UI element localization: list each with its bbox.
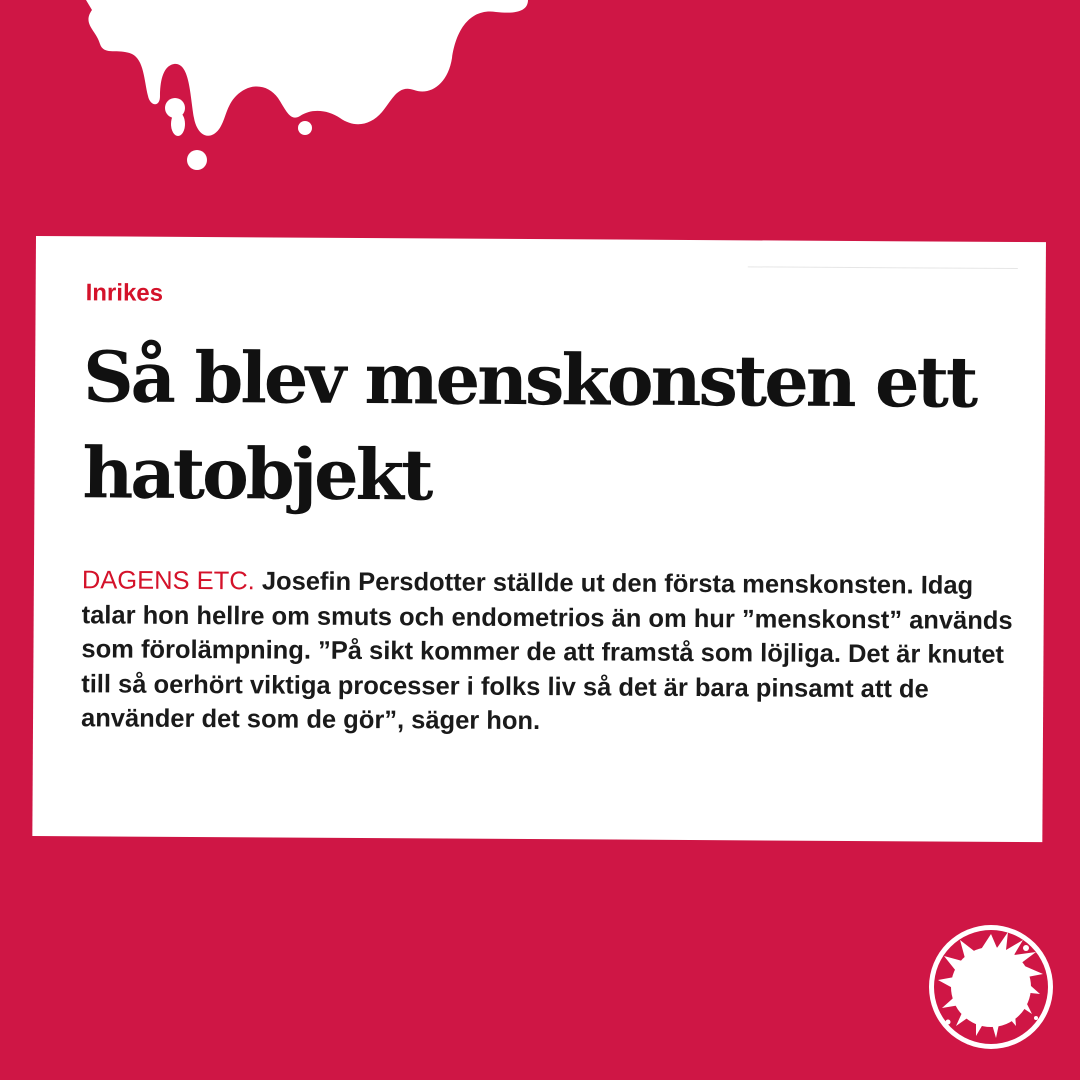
article-headline[interactable]: Så blev menskonsten ett hatobjekt [82,335,976,517]
article-card[interactable] [32,236,1046,842]
section-label[interactable]: Inrikes [85,279,164,307]
publication-name: DAGENS ETC. [81,566,255,596]
ingress-text: Josefin Persdotter ställde ut den första menskonsten. Idag talar hon hellre om smuts och endometrios än om hur ”menskonst” används som förolämpning. ”På sikt kommer de att framstå som löjliga. Det är knutet till så oerhört viktiga processer i folks liv så det är bara pinsamt att de använder det som de gör”, säger hon. [80,567,1013,736]
divider [748,266,1018,269]
mensen-logo [926,922,1056,1052]
paint-drip-graphic [0,0,620,240]
article-ingress [81,563,1017,741]
